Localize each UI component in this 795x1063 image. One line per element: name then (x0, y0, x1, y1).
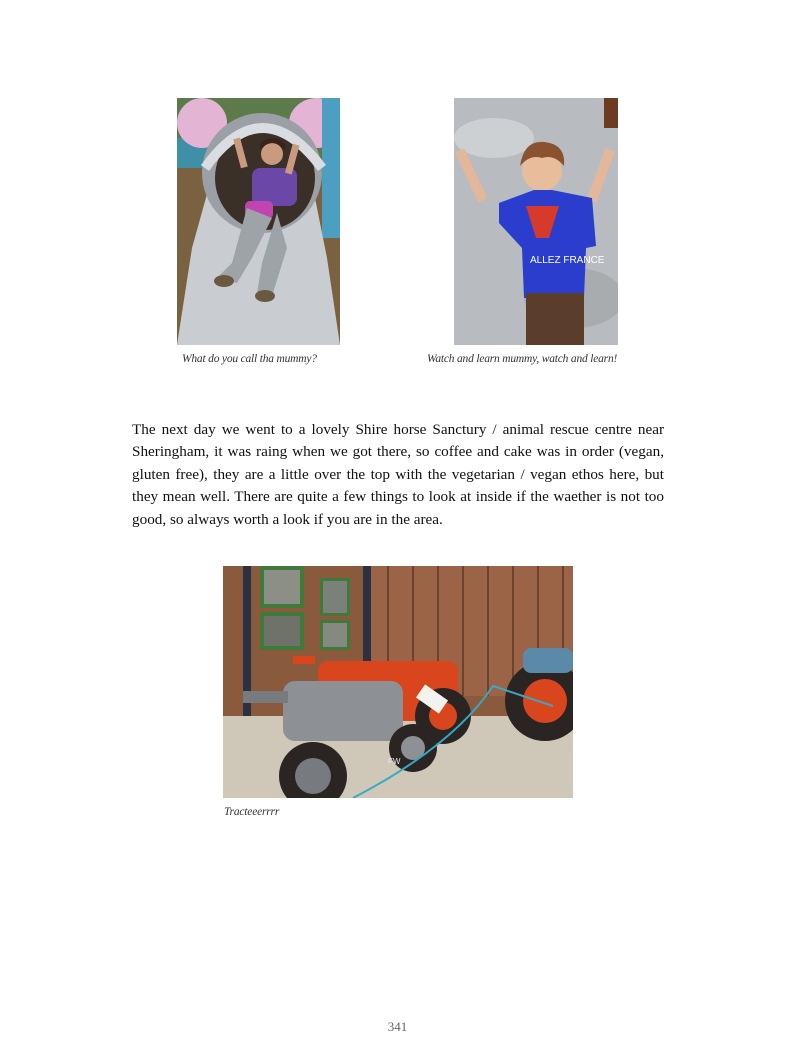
page-number: 341 (387, 1019, 408, 1034)
shirt-text: ALLEZ FRANCE (530, 255, 605, 266)
photo-tractors (223, 566, 573, 798)
photo-woman-on-slide (177, 98, 340, 345)
photo-boy-on-slide (454, 98, 618, 345)
caption-boy-on-slide: Watch and learn mummy, watch and learn! (427, 353, 618, 365)
tractor-sign-text: FW (388, 757, 401, 766)
caption-woman-on-slide: What do you call tha mummy? (182, 353, 317, 365)
caption-tractors: Tracteeerrrr (224, 806, 280, 818)
body-paragraph: The next day we went to a lovely Shire horse Sanctury / animal rescue centre near Sheringham, it was raing when we got there, so coffee and cake was in order (vegan, gluten free), they are a little over the top with the vegetarian / vegan ethos here, but they mean well. There are quite a few things to look at inside if the waether is not too good, so always worth a look if you are in the area. (132, 421, 664, 528)
